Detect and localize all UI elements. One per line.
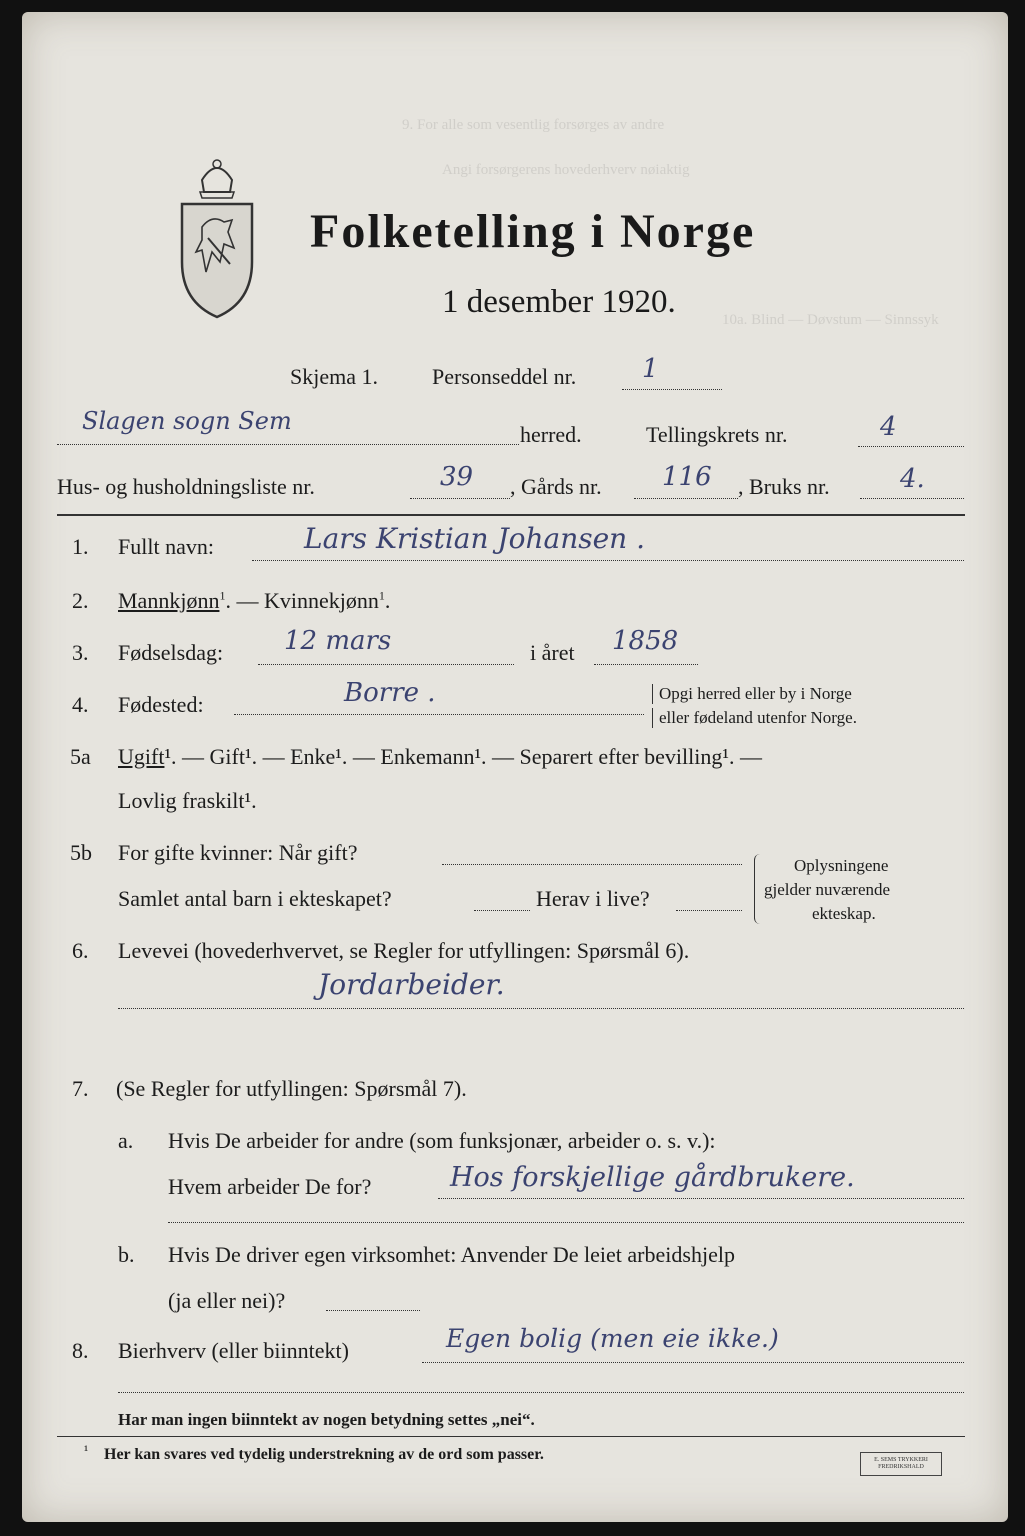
hus-label: Hus- og husholdningsliste nr. (57, 474, 315, 499)
q2-number: 2. (72, 588, 89, 613)
q7a-value: Hos forskjellige gårdbrukere. (450, 1162, 855, 1193)
q5b-line2: Samlet antal barn i ekteskapet? (118, 886, 392, 911)
footer-note: Har man ingen biinntekt av nogen betydning settes „nei“. (118, 1410, 535, 1429)
q3-year-label: i året (530, 640, 575, 665)
q8-value: Egen bolig (men eie ikke.) (446, 1324, 779, 1353)
q8-line (422, 1362, 964, 1363)
q2-sup: 1 (219, 588, 226, 603)
q3-line (258, 664, 514, 665)
q6-label: Levevei (hovederhvervet, se Regler for utfyllingen: Spørsmål 6). (118, 938, 690, 963)
norway-coat-of-arms-icon (172, 152, 262, 322)
q2-end: . (384, 588, 391, 613)
q4-note-2: eller fødeland utenfor Norge. (652, 708, 857, 728)
q5b-children-line (474, 910, 530, 911)
q5b-note-brace (754, 854, 761, 924)
krets-line (858, 446, 964, 447)
person-number-line (622, 389, 722, 390)
herred-line (57, 444, 519, 445)
q7-label: (Se Regler for utfyllingen: Spørsmål 7). (116, 1076, 467, 1101)
q7b-line (326, 1310, 420, 1311)
bruks-line (860, 498, 964, 499)
q7a-extra-line (168, 1222, 964, 1223)
q7b-line2: (ja eller nei)? (168, 1288, 286, 1313)
person-label: Personseddel nr. (432, 364, 577, 389)
herred-label: herred. (520, 422, 582, 447)
herred-value: Slagen sogn Sem (82, 407, 292, 435)
q4-value: Borre . (344, 678, 436, 708)
q4-label: Fødested: (118, 692, 204, 717)
q5b-label: For gifte kvinner: Når gift? (118, 840, 358, 865)
schema-label: Skjema 1. (290, 364, 378, 389)
q4-note-1: Opgi herred eller by i Norge (652, 684, 852, 704)
q2-male: Mannkjønn (118, 588, 220, 613)
q6-number: 6. (72, 938, 89, 963)
bleed-through-text: 10a. Blind — Døvstum — Sinnssyk (722, 312, 939, 328)
form-title: Folketelling i Norge (310, 205, 756, 258)
q4-number: 4. (72, 692, 89, 717)
person-number: 1 (642, 354, 659, 384)
footer-rule (57, 1436, 965, 1437)
q5b-alive-line (676, 910, 742, 911)
gards-label: , Gårds nr. (510, 474, 602, 499)
bruks-label: , Bruks nr. (738, 474, 830, 499)
q2-options (118, 588, 390, 614)
q5b-note-2: gjelder nuværende (764, 880, 891, 899)
bleed-through-text: 9. For alle som vesentlig forsørges av andre (402, 117, 665, 133)
q8-label: Bierhverv (eller biinntekt) (118, 1338, 349, 1363)
footnote-mark: ¹ (84, 1444, 89, 1459)
hus-line (410, 498, 510, 499)
q1-label: Fullt navn: (118, 534, 214, 559)
q7b-number: b. (118, 1242, 135, 1267)
q5b-note-3: ekteskap. (812, 904, 876, 923)
q3-number: 3. (72, 640, 89, 665)
q1-line (252, 560, 964, 561)
q7b-label: Hvis De driver egen virksomhet: Anvender De leiet arbeidshjelp (168, 1242, 735, 1267)
q1-number: 1. (72, 534, 89, 559)
bruks-value: 4. (900, 464, 925, 494)
footnote: Her kan svares ved tydelig understrekning av de ord som passer. (104, 1446, 544, 1463)
q5b-note-1: Oplysningene (794, 856, 889, 875)
gards-line (634, 498, 738, 499)
q7a-number: a. (118, 1128, 134, 1153)
census-form (22, 12, 1008, 1522)
header-rule (57, 514, 965, 516)
q2-rest: . — Kvinnekjønn (225, 588, 379, 613)
q7a-line (438, 1198, 964, 1199)
krets-value: 4 (880, 412, 897, 442)
q5a-number: 5a (70, 744, 91, 769)
q5b-number: 5b (70, 840, 92, 865)
q8-number: 8. (72, 1338, 89, 1363)
q3-value: 12 mars (284, 626, 392, 656)
q3-label: Fødselsdag: (118, 640, 224, 665)
krets-label: Tellingskrets nr. (646, 422, 788, 447)
q5a-options (118, 744, 762, 770)
q8-extra-line (118, 1392, 964, 1393)
q5a-ugift: Ugift (118, 744, 165, 769)
q3-year-value: 1858 (612, 626, 679, 656)
q1-value: Lars Kristian Johansen . (304, 522, 646, 555)
q6-line (118, 1008, 964, 1009)
q6-value: Jordarbeider. (318, 968, 505, 1001)
q2-sup2: 1 (378, 588, 385, 603)
q5b-when-line (442, 864, 742, 865)
q7a-line2: Hvem arbeider De for? (168, 1174, 372, 1199)
printer-stamp: E. SEMS TRYKKERI FREDRIKSHALD (860, 1452, 942, 1476)
form-date: 1 desember 1920. (442, 284, 676, 320)
q3-year-line (594, 664, 698, 665)
hus-value: 39 (440, 462, 474, 492)
gards-value: 116 (662, 462, 712, 492)
q5a-line2: Lovlig fraskilt¹. (118, 788, 257, 813)
q4-line (234, 714, 644, 715)
bleed-through-text: Angi forsørgerens hovederhverv nøiaktig (442, 162, 690, 178)
q7-number: 7. (72, 1076, 89, 1101)
q5a-rest: ¹. — Gift¹. — Enke¹. — Enkemann¹. — Separert efter bevilling¹. — (164, 744, 762, 769)
q7a-label: Hvis De arbeider for andre (som funksjonær, arbeider o. s. v.): (168, 1128, 716, 1153)
q5b-herav: Herav i live? (536, 886, 650, 911)
